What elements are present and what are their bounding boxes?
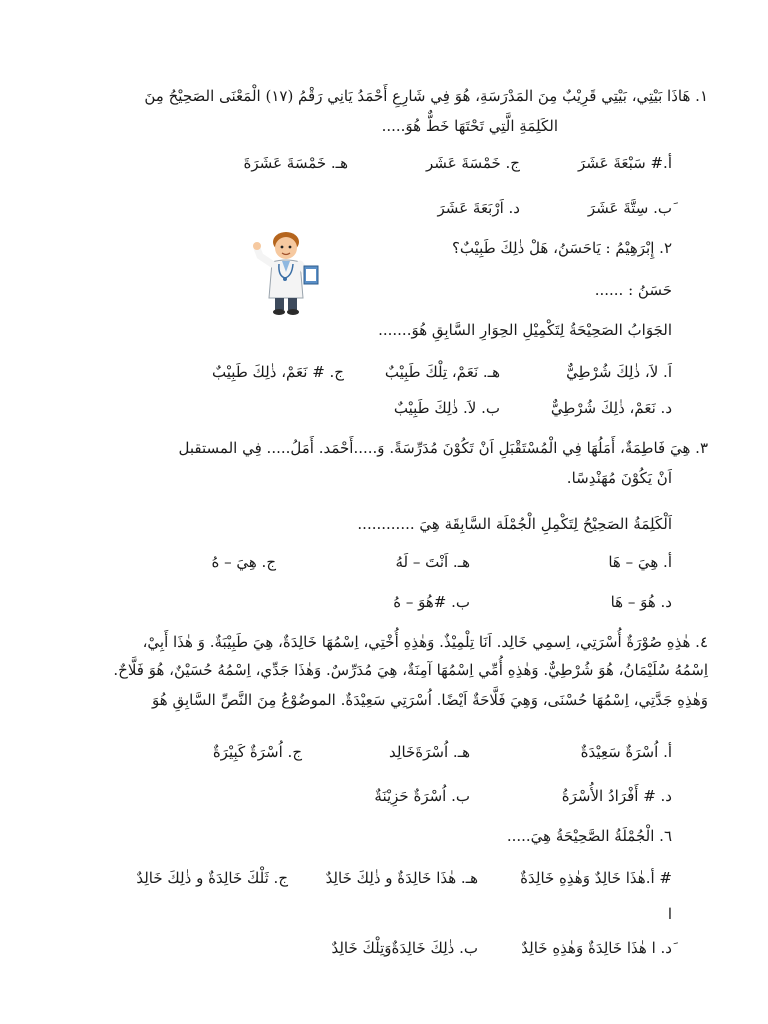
q1-option-b: َب. سِتَّةَ عَشَرَ xyxy=(587,199,672,217)
q4-line-2: اِسْمُهُ سُلَيْمَانُ، هُوَ شُرْطِيٌّ. وَهٰذِهِ أُمِّي اِسْمُهَا آمِنَةٌ، هِيَ مُدَرِّسٌ. وَهٰذَا جَدِّي، اِسْمُهُ حُسَيْنٌ، هُوَ فَلَّاحٌ. xyxy=(113,661,708,679)
q2-line-2: حَسَنُ : ...... xyxy=(594,281,672,299)
q6-option-j: ج. ثَلْكَ خَالِدَةٌ و ذٰلِكَ خَالِدٌ xyxy=(136,869,288,887)
q4-option-a: أ. اُسْرَةٌ سَعِيْدَةٌ xyxy=(580,743,672,761)
q2-option-h: هـ. نَعَمْ، تِلْكَ طَبِيْبٌ xyxy=(384,363,500,381)
q4-line-3: وَهٰذِهِ جَدَّتِي، اِسْمُهَا حُسْنَى، وَهِيَ فَلَّاحَةٌ اَيْضًا. اُسْرَتِي سَعِيْدَةٌ. الموضُوْعُ مِنَ النَّصِّ السَّابِقِ هُوَ xyxy=(152,691,708,709)
q3-option-j: ج. هِيَ – هُ xyxy=(211,553,276,571)
q4-option-d: د. # أَفْرَادُ الأُسْرَةُ xyxy=(561,787,672,805)
q1-option-a: أ.# سَبْعَةَ عَشَرَ xyxy=(577,154,672,172)
q1-option-j: ج. خَمْسَةَ عَشَر xyxy=(426,154,520,172)
q3-option-b: ب. #هُوَ – هُ xyxy=(393,593,470,611)
q4-line-1: ٤. هٰذِهِ صُوْرَةٌ أُسْرَتِي، اِسمِي خَالِد. اَنَا تِلْمِيْذٌ. وَهٰذِهِ أُخْتِي، اِسْمُهَا خَالِدَةٌ، هِيَ طَبِيْبَةٌ. وَ هٰذَا أَبِيْ، xyxy=(142,633,708,651)
q6-option-a: # أ.هٰذَا خَالِدٌ وَهٰذِهِ خَالِدَةٌ xyxy=(520,869,672,887)
q3-line-2: اَنْ يَكُوْنَ مُهَنْدِسًا. xyxy=(566,469,672,487)
q6-stray-mark: ا xyxy=(667,905,672,923)
q3-option-a: أ. هِيَ – هَا xyxy=(608,553,672,571)
q4-option-b: ب. اُسْرَةٌ حَزِيْنَةٌ xyxy=(374,787,470,805)
q6-option-d: َد. ا هٰذَا خَالِدَةٌ وَهٰذِهِ خَالِدٌ xyxy=(521,939,672,957)
q3-option-d: د. هُوَ – هَا xyxy=(610,593,672,611)
q6-option-b: ب. ذٰلِكَ خَالِدَةٌوَتِلْكَ خَالِدٌ xyxy=(331,939,478,957)
q1-line-1: ١. هَاذَا بَيْتِي، بَيْتِي قَرِيْبٌ مِنَ المَدْرَسَةِ، هُوَ فِي شَارِعِ أَحْمَدُ يَانِي رَقْمُ (١٧) الْمَعْنَى الصَحِيْحُ مِنَ xyxy=(144,87,708,105)
q4-option-j: ج. اُسْرَةٌ كَبِيْرَةٌ xyxy=(212,743,302,761)
q1-line-2: الكَلِمَةِ الَّتِي تَحْتَهَا خَطٌّ هُوَ..... xyxy=(381,117,558,135)
q6-option-h: هـ. هٰذَا خَالِدَةٌ و ذٰلِكَ خَالِدٌ xyxy=(325,869,478,887)
q3-prompt: اَلْكَلِمَةُ الصَحِيْحُ لِتَكْمِلِ الْجُمْلَة السَّابِقَة هِيَ ............ xyxy=(357,515,672,533)
q1-option-d: د. اَرْبَعَةَ عَشَرَ xyxy=(437,199,520,217)
q3-option-h: هـ. اَنْتَ – لَهُ xyxy=(395,553,470,571)
q3-line-1: ٣. هِيَ فَاطِمَةٌ، أَمَلُهَا فِي الْمُسْتَقْبَلِ اَنْ تَكُوْنَ مُدَرِّسَةً. وَ.....أَحْمَد. أَمَلُ..... فِي المستقبل xyxy=(178,439,708,457)
q4-option-h: هـ. اُسْرَةَخَالِد xyxy=(389,743,470,761)
q2-option-a: اَ. لاَ، ذٰلِكَ شُرْطِيٌّ xyxy=(566,363,672,381)
q2-line-1: ٢. إِبْرَهِيْمُ : يَاحَسَنُ، هَلْ ذٰلِكَ طَبِيْبٌ؟ xyxy=(451,239,672,257)
doctor-illustration-icon xyxy=(248,228,324,316)
q2-prompt: الجَوَابُ الصَحِيْحَةُ لِتَكْمِيْلِ الحِوَارِ السَّابِقِ هُوَ....... xyxy=(378,321,672,339)
q2-option-b: ب. لاَ. ذٰلِكَ طَبِيْبٌ xyxy=(393,399,500,417)
q6-line-1: ٦. الْجُمْلَةُ الصَّحِيْحَةُ هِيَ..... xyxy=(506,827,672,845)
q2-option-d: د. نَعَمْ، ذٰلِكَ شُرْطِيٌّ xyxy=(550,399,672,417)
q1-option-h: هـ. خَمْسَةَ عَشَرَةَ xyxy=(243,154,348,172)
q2-option-j: ج. # نَعَمْ، ذٰلِكَ طَبِيْبٌ xyxy=(212,363,344,381)
